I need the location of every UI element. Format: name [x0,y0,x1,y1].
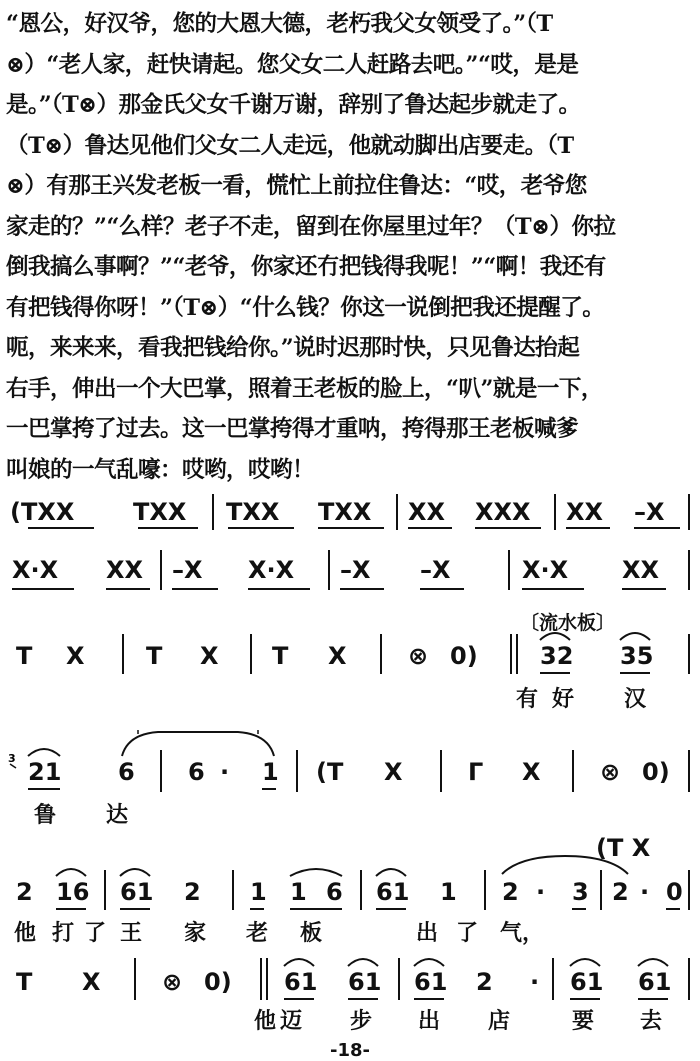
underline-beam [120,908,150,910]
score-row-6 [0,950,700,1036]
lyric-char: 板 [300,920,323,946]
note: X [200,642,219,670]
lyric-char: 气， [500,920,545,946]
slur-mark [118,864,152,878]
prose-line: 一巴掌挎了过去。这一巴掌挎得才重呐，挎得那王老板喊爹 [6,416,579,442]
rhythm-group: –X [172,556,203,584]
note: 6 [326,878,343,906]
note: 6 [188,758,205,786]
barline [688,494,690,530]
lyric-char: 店 [488,1008,511,1034]
prose-line: 叫娘的一气乱嚎：哎哟，哎哟！ [6,456,315,483]
grace-note-mark [8,752,20,770]
note: 1 [250,878,267,906]
barline [516,634,518,674]
slur-mark [288,864,344,878]
note: 2 [184,878,201,906]
underline-beam [340,588,384,590]
slur-mark [374,864,408,878]
underline-beam [620,672,650,674]
prose-line: 家走的？”“么样？老子不走，留到在你屋里过年？（T⊗）你拉 [6,213,616,240]
tie-mark [118,728,278,758]
note: 6 [118,758,135,786]
lyric-char: 步 [350,1008,373,1034]
rhythm-group: (TXX [10,498,75,526]
underline-beam [318,527,384,529]
note: 21 [28,758,62,786]
rhythm-group: –X [420,556,451,584]
barline [360,870,362,910]
slur-mark [54,864,88,878]
note: X [82,968,101,996]
underline-beam [12,588,74,590]
underline-beam [172,588,218,590]
underline-beam [634,527,680,529]
note: · [536,878,546,906]
underline-beam [572,908,586,910]
underline-beam [284,998,314,1000]
narration-text [6,4,696,490]
note: X [66,642,85,670]
note: X [522,758,541,786]
underline-beam [622,588,666,590]
prose-line: 是。”（T⊗）那金氏父女千谢万谢，辞别了鲁达起步就走了。 [6,92,581,118]
underline-beam [414,998,444,1000]
barline [266,958,268,1000]
barline [510,634,512,674]
barline [440,750,442,792]
slur-mark [618,628,652,642]
barline [296,750,298,792]
note: 2 [612,878,629,906]
barline [688,550,690,590]
prose-line: ⊗）有那王兴发老板一看，慌忙上前拉住鲁达：“哎，老爷您 [6,173,587,199]
underline-beam [475,527,541,529]
barline [122,634,124,674]
prose-line: “恩公，好汉爷，您的大恩大德，老朽我父女领受了。”（T [6,11,553,37]
lyric-char: 去 [640,1008,663,1034]
note: Γ [468,758,484,786]
note: 61 [120,878,154,906]
note: 61 [638,968,672,996]
underline-beam [570,998,600,1000]
rhythm-group: TXX [318,498,372,526]
note: 1 [262,758,279,786]
underline-beam [250,908,264,910]
note: ⊗ [162,968,183,996]
rhythm-group: –X [634,498,665,526]
prose-line: ⊗）“老人家，赶快请起。您父女二人赶路去吧。”“哎，是是 [6,51,579,78]
barline [160,550,162,590]
note: T [146,642,163,670]
note: 32 [540,642,574,670]
note: ⊗ [600,758,621,786]
rhythm-group: XX [106,556,144,584]
rhythm-group: TXX [226,498,280,526]
slur-mark [282,954,316,968]
underline-beam [248,588,310,590]
note: T [16,968,33,996]
barline [552,958,554,1000]
barline [398,958,400,1000]
note: 0) [450,642,478,670]
lyric-char: 家 [184,920,207,946]
rhythm-group: X·X [12,556,59,584]
barline [484,870,486,910]
rhythm-group: TXX [133,498,187,526]
note: 16 [56,878,90,906]
note: 0) [204,968,232,996]
score-row-3 [0,604,700,714]
underline-beam [138,527,198,529]
note: 0) [642,758,670,786]
score-row-2 [0,550,700,594]
page-number: -18- [330,1040,370,1061]
slur-mark [568,954,602,968]
rhythm-group: –X [340,556,371,584]
lyric-char: 了 [84,920,107,946]
note: 2 [476,968,493,996]
score-row-4 [0,720,700,830]
underline-beam [348,998,378,1000]
slur-mark [26,744,62,758]
lyric-char: 老 [246,920,269,946]
underline-beam [56,908,86,910]
note: 61 [284,968,318,996]
underline-beam [566,527,610,529]
underline-beam [638,998,668,1000]
note: 1 [440,878,457,906]
note: 2 [502,878,519,906]
note: · [640,878,650,906]
barline [250,634,252,674]
lyric-char: 要 [572,1008,595,1034]
prose-line: （T⊗）鲁达见他们父女二人走远，他就动脚出店要走。（T [6,132,574,159]
note: (T [316,758,344,786]
score-row-1 [0,494,700,534]
prose-line: 有把钱得你呀！”（T⊗）“什么钱？你这一说倒把我还提醒了。 [6,294,605,321]
barline [260,958,262,1000]
lyric-char: 他 [254,1008,277,1034]
barline [134,958,136,1000]
rhythm-group: XX [566,498,604,526]
underline-beam [420,588,464,590]
section-label: 〔流水板〕 [520,612,616,634]
note: · [220,758,230,786]
underline-beam [262,788,276,790]
barline [572,750,574,792]
prose-line: 右手，伸出一个大巴掌，照着王老板的脸上，“叭”就是一下， [6,375,603,402]
lyric-char: 出 [416,920,439,946]
note: X [384,758,403,786]
underline-beam [666,908,680,910]
lyric-char: 达 [106,802,129,828]
barline [554,494,556,530]
slur-mark [412,954,446,968]
slur-mark [538,628,572,642]
prose-line: 呃，来来来，看我把钱给你。”说时迟那时快，只见鲁达抬起 [6,335,580,361]
score-row-5 [0,830,700,950]
barline [600,870,602,910]
underline-beam [522,588,584,590]
lyric-char: 了 [456,920,479,946]
underline-beam [228,527,294,529]
rhythm-group: XXX [475,498,531,526]
barline [688,750,690,792]
barline [160,750,162,792]
note: 35 [620,642,654,670]
note: 61 [414,968,448,996]
lyric-char: 打 [52,920,75,946]
barline [688,870,690,910]
lyric-char: 出 [418,1008,441,1034]
lyric-char: 有 [516,686,539,712]
note: T [16,642,33,670]
rhythm-group: X·X [522,556,569,584]
slur-mark [636,954,670,968]
barline [688,958,690,1000]
note: ⊗ [408,642,429,670]
underline-beam [106,588,150,590]
slur-mark [346,954,380,968]
underline-beam [28,527,94,529]
underline-beam [290,908,342,910]
lyric-char: 汉 [624,686,647,712]
note: 61 [348,968,382,996]
barline [380,634,382,674]
rhythm-group: X·X [248,556,295,584]
note: X [328,642,347,670]
lyric-char: 王 [120,920,143,946]
lyric-char: 迈 [280,1008,303,1034]
lyric-char: 鲁 [34,802,57,828]
note: 1 [290,878,307,906]
note: · [530,968,540,996]
note: 61 [570,968,604,996]
barline [232,870,234,910]
lyric-char: 好 [552,686,575,712]
barline [104,870,106,910]
note: T [272,642,289,670]
underline-beam [28,788,60,790]
lyric-char: 他 [14,920,37,946]
rhythm-group: XX [408,498,446,526]
underline-beam [376,908,406,910]
barline [688,634,690,674]
note: 3 [572,878,589,906]
svg-text:3: 3 [8,752,16,765]
barline [508,550,510,590]
barline [328,550,330,590]
note: 61 [376,878,410,906]
barline [212,494,214,530]
barline [396,494,398,530]
percussion-annotation: (T X [596,834,651,862]
underline-beam [540,672,570,674]
note: 0 [666,878,683,906]
underline-beam [408,527,452,529]
note: 2 [16,878,33,906]
rhythm-group: XX [622,556,660,584]
prose-line: 倒我搞么事啊？”“老爷，你家还冇把钱得我呢！”“啊！我还有 [6,254,606,280]
tie-mark [500,854,630,876]
